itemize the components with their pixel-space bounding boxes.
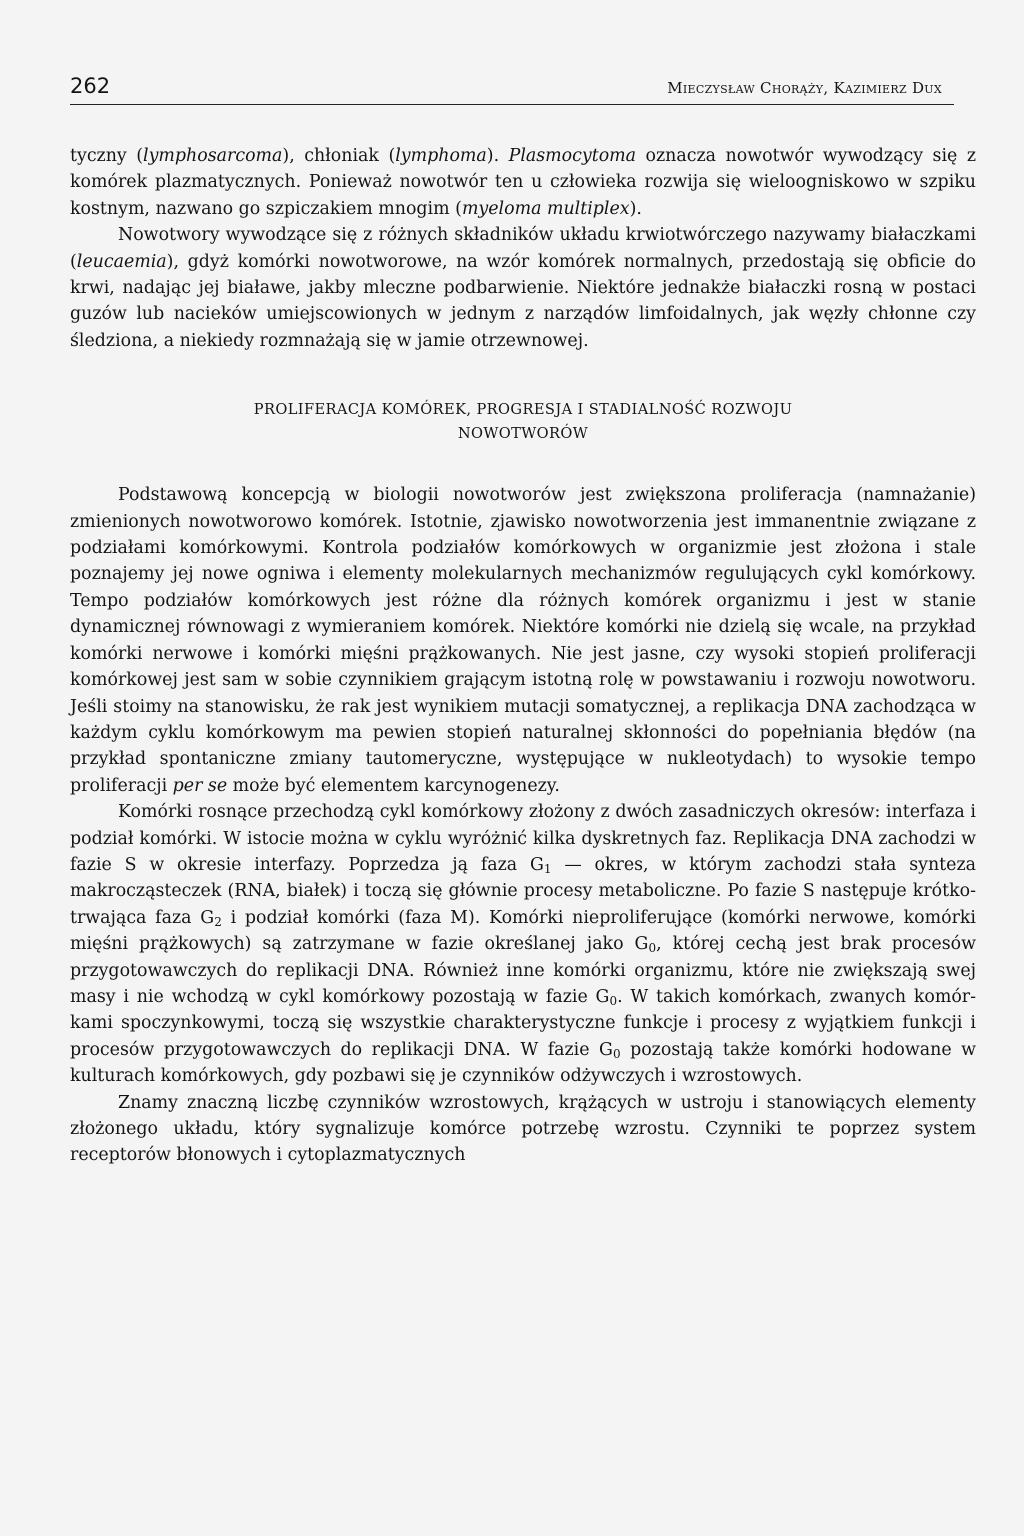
paragraph-leukemia: Nowotwory wywodzące się z różnych składników układu krwiotwórczego nazywamy białaczkami (leucaemia), gdyż komórki nowotworowe, na wzór komórek normalnych, przedostają się obficie do krwi, nadając jej białawe, jakby mleczne podbarwienie. Niektóre jednakże białaczki rosną w postaci guzów lub nacieków umiejscowionych w jednym z narządów limfoidalnych, jak węzły chłonne czy śledziona, a niekiedy rozmnażają się w jamie otrzewnowej. [70, 225, 976, 351]
section-heading-line-2: NOWOTWORÓW [457, 425, 589, 443]
section-heading [70, 398, 976, 446]
paragraph-cell-cycle: Komórki rosnące przechodzą cykl komórkowy złożony z dwóch zasadniczych okresów: interfaza i podział komórki. W istocie można w cyklu wyróżnić kilka dyskretnych faz. Replikacja DNA zachodzi w fazie S w okresie interfazy. Poprzedza ją faza $G_1$ — okres, w którym zachodzi stała synteza makrocząsteczek (RNA, białek) i toczą się głównie procesy metaboliczne. Po fazie S następuje krótkotrwająca faza $G_2$ i podział komórki (faza M). Komórki nieproliferujące (komórki nerwowe, komórki mięśni prążkowych) są zatrzymane w fazie określanej jako $G_0$, której cechą jest brak procesów przygotowawczych do replikacji DNA. Również inne komórki organizmu, które nie zwiększają swej masy i nie wchodzą w cykl komórkowy pozostają w fazie $G_0$. W takich komórkach, zwanych komórkami spoczynkowymi, toczą się wszystkie charakterystyczne funkcje i procesy z wyjątkiem funkcji i procesów przygotowawczych do replikacji DNA. W fazie $G_0$ pozostają także komórki hodowane w kulturach komórkowych, gdy pozbawi się je czynników odżywczych i wzrostowych. [70, 802, 976, 1087]
paragraph-growth-factors: Znamy znaczną liczbę czynników wzrostowych, krążących w ustroju i stanowiących elementy złożonego układu, który sygnalizuje komórce potrzebę wzrostu. Czynniki te poprzez system receptorów błonowych i cytoplazmatycznych [70, 1092, 976, 1166]
page-header [70, 74, 954, 105]
section-heading-line-1: PROLIFERACJA KOMÓREK, PROGRESJA I STADIALNOŚĆ ROZWOJU [253, 401, 793, 419]
body-text [70, 143, 976, 1169]
paragraph-continuation: tyczny (lymphosarcoma), chłoniak (lymphoma). Plasmocytoma oznacza nowotwór wywodzący się z komórek plazmatycznych. Ponieważ nowotwór ten u człowieka rozwija się wieloogniskowo w szpiku kostnym, nazwano go szpiczakiem mnogim (myeloma multiplex). [70, 146, 976, 219]
running-head: Mieczysław Chorąży, Kazimierz Dux [667, 79, 942, 97]
page-number: 262 [70, 74, 111, 98]
paragraph-proliferation: Podstawową koncepcją w biologii nowotworów jest zwiększona proliferacja (namnażanie) zmienionych nowotworowo komórek. Istotnie, zjawisko nowotworzenia jest immanentnie związane z podziałami komórkowymi. Kontrola podziałów komórkowych w organizmie jest złożona i stale poznajemy jej nowe ogniwa i elementy molekularnych mechanizmów regulujących cykl komórkowy. Tempo podziałów komórkowych jest różne dla różnych komórek organizmu i jest w stanie dynamicznej równowagi z wymieraniem komórek. Niektóre komórki nie dzielą się wcale, na przykład komórki nerwowe i komórki mięśni prążkowanych. Nie jest jasne, czy wysoki stopień proliferacji komórkowej jest sam w sobie czynnikiem grającym istotną rolę w powstawaniu i rozwoju nowotworu. Jeśli stoimy na stanowisku, że rak jest wynikiem mutacji somatycznej, a replikacja DNA zachodząca w każdym cyklu komórkowym ma pewien stopień naturalnej skłonności do popełniania błędów (na przykład spontaniczne zmiany tautomeryczne, występujące w nukleotydach) to wysokie tempo proliferacji per se może być elementem karcynogenezy. [70, 485, 976, 796]
